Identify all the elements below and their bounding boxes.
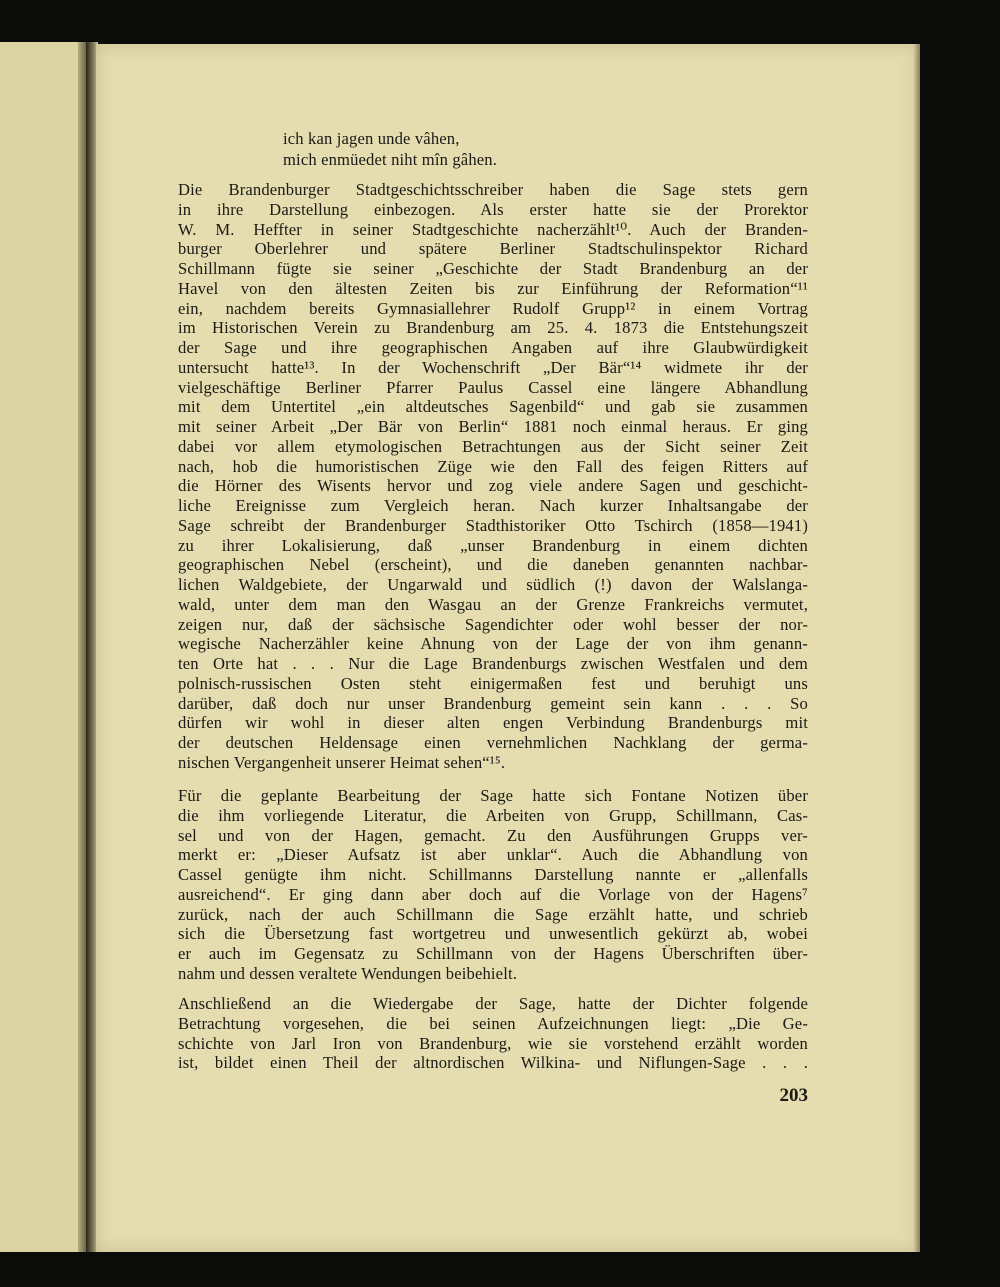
text-line: burger Oberlehrer und spätere Berliner Stadtschulinspektor Richard [178,239,808,259]
verse-quote [283,128,683,170]
text-line: dabei vor allem etymologischen Betrachtungen aus der Sicht seiner Zeit [178,436,808,456]
text-line: ist, bildet einen Theil der altnordischen Wilkina- und Niflungen-Sage . . . [178,1053,808,1073]
text-line: wegische Nacherzähler keine Ahnung von der Lage der von ihm genann- [178,634,808,654]
paragraph-2 [178,786,808,984]
text-line: Cassel genügte ihm nicht. Schillmanns Darstellung nannte er „allenfalls [178,865,808,884]
page-right-edge [914,44,920,1252]
paragraph-1 [178,180,808,773]
text-line: geographischen Nebel (erscheint), und die daneben genannten nachbar- [178,555,808,575]
text-line: darüber, daß doch nur unser Brandenburg gemeint sein kann . . . So [178,693,808,713]
text-line: zu ihrer Lokalisierung, daß „unser Brandenburg in einem dichten [178,535,808,555]
text-line: Sage schreibt der Brandenburger Stadthistoriker Otto Tschirch (1858—1941) [178,515,808,535]
text-line: ausreichend“. Er ging dann aber doch auf die Vorlage von der Hagens⁷ [178,884,808,904]
verse-line: mich enmüedet niht mîn gâhen. [283,150,498,169]
text-line: nischen Vergangenheit unserer Heimat sehen“¹⁵. [178,752,506,772]
text-line: ten Orte hat . . . Nur die Lage Brandenburgs zwischen Westfalen und dem [178,654,808,673]
text-line: merkt er: „Dieser Aufsatz ist aber unklar“. Auch die Abhandlung von [178,845,808,865]
text-line: lichen Waldgebiete, der Ungarwald und südlich (!) davon der Walslanga- [178,575,808,594]
text-line: untersucht hatte¹³. In der Wochenschrift „Der Bär“¹⁴ widmete ihr der [178,357,808,377]
text-line: schichte von Jarl Iron von Brandenburg, wie sie vorstehend erzählt worden [178,1033,808,1053]
text-line: mit dem Untertitel „ein altdeutsches Sagenbild“ und gab sie zusammen [178,397,808,417]
left-page-edge [0,42,86,1252]
verse-line: ich kan jagen unde vâhen, [283,129,460,148]
text-line: liche Ereignisse zum Vergleich heran. Nach kurzer Inhaltsangabe der [178,496,808,515]
text-line: der Sage und ihre geographischen Angaben auf ihre Glaubwürdigkeit [178,338,808,357]
text-line: Für die geplante Bearbeitung der Sage hatte sich Fontane Notizen über [178,786,808,805]
text-line: nach, hob die humoristischen Züge wie den Fall des feigen Ritters auf [178,456,808,476]
left-page-shadow [78,42,86,1252]
page-number: 203 [779,1085,808,1106]
text-line: wald, unter dem man den Wasgau an der Grenze Frankreichs vermutet, [178,594,808,614]
text-line: sel und von der Hagen, gemacht. Zu den Ausführungen Grupps ver- [178,825,808,845]
text-line: die Hörner des Wisents hervor und zog viele andere Sagen und geschicht- [178,476,808,496]
text-line: die ihm vorliegende Literatur, die Arbeiten von Grupp, Schillmann, Cas- [178,805,808,825]
text-line: zurück, nach der auch Schillmann die Sage erzählt hatte, und schrieb [178,904,808,924]
text-line: sich die Übersetzung fast wortgetreu und unwesentlich gekürzt ab, wobei [178,924,808,944]
text-line: polnisch-russischen Osten steht einigermaßen fest und beruhigt uns [178,673,808,693]
text-line: zeigen nur, daß der sächsische Sagendichter oder wohl besser der nor- [178,614,808,634]
text-line: mit seiner Arbeit „Der Bär von Berlin“ 1881 noch einmal heraus. Er ging [178,417,808,436]
text-line: in ihre Darstellung einbezogen. Als erster hatte sie der Prorektor [178,199,808,219]
text-line: er auch im Gegensatz zu Schillmann von der Hagens Überschriften über- [178,944,808,963]
text-line: Havel von den ältesten Zeiten bis zur Einführung der Reformation“¹¹ [178,278,808,298]
text-line: nahm und dessen veraltete Wendungen beibehielt. [178,963,518,983]
text-line: Anschließend an die Wiedergabe der Sage, hatte der Dichter folgende [178,994,808,1013]
text-line: Schillmann fügte sie seiner „Geschichte der Stadt Brandenburg an der [178,259,808,278]
text-line: ein, nachdem bereits Gymnasiallehrer Rudolf Grupp¹² in einem Vortrag [178,298,808,318]
text-line: Die Brandenburger Stadtgeschichtsschreiber haben die Sage stets gern [178,180,808,199]
paragraph-3 [178,994,808,1073]
text-line: Betrachtung vorgesehen, die bei seinen Aufzeichnungen liegt: „Die Ge- [178,1013,808,1033]
text-line: der deutschen Heldensage einen vernehmlichen Nachklang der germa- [178,733,808,752]
text-line: im Historischen Verein zu Brandenburg am 25. 4. 1873 die Entstehungszeit [178,318,808,338]
text-line: vielgeschäftige Berliner Pfarrer Paulus Cassel eine längere Abhandlung [178,377,808,397]
text-line: W. M. Heffter in seiner Stadtgeschichte nacherzählt¹⁰. Auch der Branden- [178,219,808,239]
text-line: dürfen wir wohl in dieser alten engen Verbindung Brandenburgs mit [178,713,808,733]
